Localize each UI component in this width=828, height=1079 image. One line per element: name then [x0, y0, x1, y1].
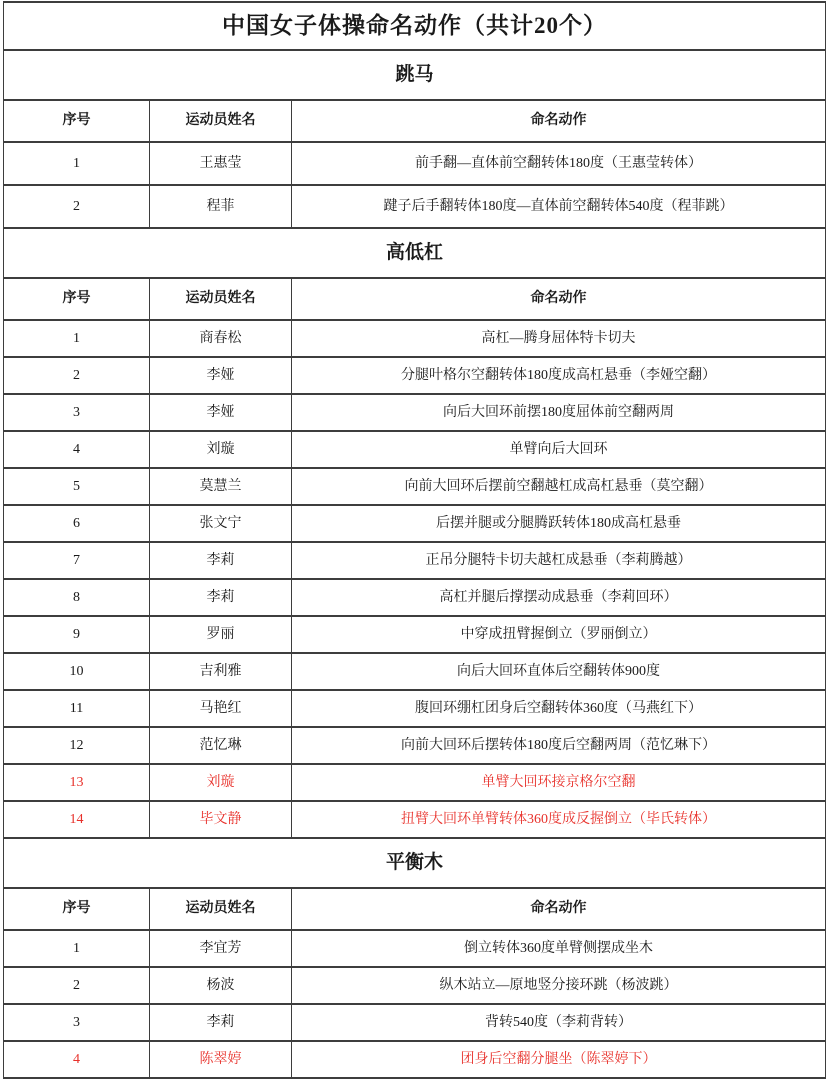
- row-number: 12: [4, 727, 150, 764]
- table-row: [4, 930, 826, 967]
- column-header-row: [4, 888, 826, 930]
- table-row: [4, 394, 826, 431]
- column-header: 命名动作: [292, 100, 826, 142]
- athlete-name: 范忆琳: [150, 727, 292, 764]
- table-row: [4, 967, 826, 1004]
- athlete-name: 莫慧兰: [150, 468, 292, 505]
- table-row: [4, 431, 826, 468]
- move-name: 中穿成扭臂握倒立（罗丽倒立）: [292, 616, 826, 653]
- table-row: [4, 468, 826, 505]
- move-name: 团身后空翻分腿坐（陈翠婷下）: [292, 1041, 826, 1078]
- move-name: 向前大回环后摆前空翻越杠成高杠悬垂（莫空翻）: [292, 468, 826, 505]
- section-title: 平衡木: [4, 838, 826, 888]
- row-number: 3: [4, 1004, 150, 1041]
- table-row: [4, 653, 826, 690]
- move-name: 前手翻—直体前空翻转体180度（王惠莹转体）: [292, 142, 826, 185]
- table-row: [4, 1041, 826, 1078]
- move-name: 腹回环绷杠团身后空翻转体360度（马燕红下）: [292, 690, 826, 727]
- row-number: 1: [4, 930, 150, 967]
- row-number: 5: [4, 468, 150, 505]
- athlete-name: 李宜芳: [150, 930, 292, 967]
- row-number: 10: [4, 653, 150, 690]
- athlete-name: 刘璇: [150, 431, 292, 468]
- move-name: 踺子后手翻转体180度—直体前空翻转体540度（程菲跳）: [292, 185, 826, 228]
- move-name: 分腿叶格尔空翻转体180度成高杠悬垂（李娅空翻）: [292, 357, 826, 394]
- column-header: 序号: [4, 888, 150, 930]
- section-title: 跳马: [4, 50, 826, 100]
- column-header: 序号: [4, 100, 150, 142]
- column-header: 运动员姓名: [150, 100, 292, 142]
- section-title: 高低杠: [4, 228, 826, 278]
- athlete-name: 马艳红: [150, 690, 292, 727]
- athlete-name: 李娅: [150, 357, 292, 394]
- move-name: 单臂向后大回环: [292, 431, 826, 468]
- column-header: 运动员姓名: [150, 278, 292, 320]
- table-body: [4, 2, 826, 1078]
- page-title: 中国女子体操命名动作（共计20个）: [4, 2, 826, 50]
- athlete-name: 李莉: [150, 542, 292, 579]
- athlete-name: 陈翠婷: [150, 1041, 292, 1078]
- move-name: 向后大回环直体后空翻转体900度: [292, 653, 826, 690]
- row-number: 1: [4, 320, 150, 357]
- row-number: 8: [4, 579, 150, 616]
- table-row: [4, 142, 826, 185]
- table-row: [4, 505, 826, 542]
- athlete-name: 程菲: [150, 185, 292, 228]
- table-row: [4, 320, 826, 357]
- column-header: 命名动作: [292, 888, 826, 930]
- row-number: 3: [4, 394, 150, 431]
- row-number: 4: [4, 1041, 150, 1078]
- column-header: 运动员姓名: [150, 888, 292, 930]
- table-row: [4, 542, 826, 579]
- move-name: 高杠并腿后撑摆动成悬垂（李莉回环）: [292, 579, 826, 616]
- move-name: 背转540度（李莉背转）: [292, 1004, 826, 1041]
- athlete-name: 李娅: [150, 394, 292, 431]
- move-name: 向后大回环前摆180度屈体前空翻两周: [292, 394, 826, 431]
- athlete-name: 杨波: [150, 967, 292, 1004]
- table-row: [4, 801, 826, 838]
- athlete-name: 刘璇: [150, 764, 292, 801]
- athlete-name: 吉利雅: [150, 653, 292, 690]
- row-number: 2: [4, 967, 150, 1004]
- table-row: [4, 185, 826, 228]
- table-row: [4, 727, 826, 764]
- athlete-name: 毕文静: [150, 801, 292, 838]
- row-number: 7: [4, 542, 150, 579]
- table-row: [4, 1004, 826, 1041]
- move-name: 正吊分腿特卡切夫越杠成悬垂（李莉腾越）: [292, 542, 826, 579]
- row-number: 2: [4, 185, 150, 228]
- athlete-name: 商春松: [150, 320, 292, 357]
- row-number: 1: [4, 142, 150, 185]
- table-row: [4, 764, 826, 801]
- table-row: [4, 690, 826, 727]
- athlete-name: 李莉: [150, 1004, 292, 1041]
- section-header-row: [4, 50, 826, 100]
- row-number: 9: [4, 616, 150, 653]
- table-row: [4, 579, 826, 616]
- title-row: [4, 2, 826, 50]
- table-row: [4, 616, 826, 653]
- move-name: 后摆并腿或分腿腾跃转体180成高杠悬垂: [292, 505, 826, 542]
- column-header-row: [4, 100, 826, 142]
- row-number: 13: [4, 764, 150, 801]
- move-name: 向前大回环后摆转体180度后空翻两周（范忆琳下）: [292, 727, 826, 764]
- section-header-row: [4, 228, 826, 278]
- move-name: 倒立转体360度单臂侧摆成坐木: [292, 930, 826, 967]
- row-number: 4: [4, 431, 150, 468]
- column-header-row: [4, 278, 826, 320]
- athlete-name: 张文宁: [150, 505, 292, 542]
- athlete-name: 李莉: [150, 579, 292, 616]
- column-header: 命名动作: [292, 278, 826, 320]
- move-name: 扭臂大回环单臂转体360度成反握倒立（毕氏转体）: [292, 801, 826, 838]
- move-name: 单臂大回环接京格尔空翻: [292, 764, 826, 801]
- athlete-name: 罗丽: [150, 616, 292, 653]
- row-number: 11: [4, 690, 150, 727]
- athlete-name: 王惠莹: [150, 142, 292, 185]
- row-number: 14: [4, 801, 150, 838]
- move-name: 纵木站立—原地竖分接环跳（杨波跳）: [292, 967, 826, 1004]
- row-number: 6: [4, 505, 150, 542]
- section-header-row: [4, 838, 826, 888]
- move-name: 高杠—腾身屈体特卡切夫: [292, 320, 826, 357]
- row-number: 2: [4, 357, 150, 394]
- column-header: 序号: [4, 278, 150, 320]
- table-row: [4, 357, 826, 394]
- gymnastics-named-moves-table: [3, 1, 826, 1079]
